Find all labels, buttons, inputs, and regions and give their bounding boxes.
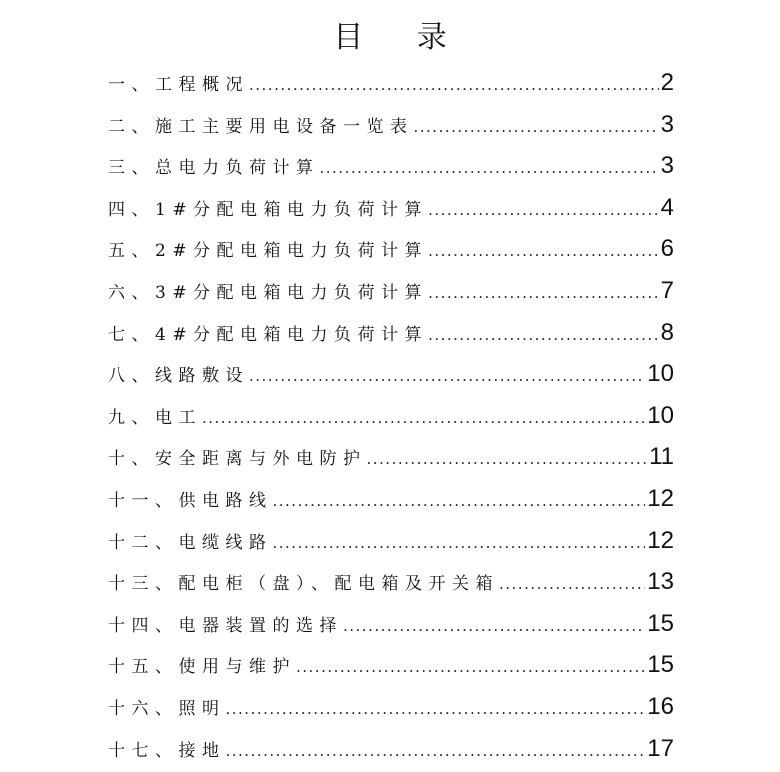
toc-entry-label: 十六、照明 [108,689,226,731]
toc-entry-page: 15 [647,644,674,686]
toc-entry-label: 十七、接地 [108,731,226,772]
toc-entry-page: 10 [647,353,674,395]
toc-leader-dots [296,647,645,689]
toc-leader-dots [428,273,659,315]
toc-entry-label: 九、电工 [108,398,202,440]
toc-leader-dots [273,523,646,565]
toc-entry[interactable] [108,603,674,645]
toc-entry[interactable] [108,312,674,354]
toc-entry-page: 16 [647,686,674,728]
toc-leader-dots [367,439,648,481]
toc-leader-dots [428,231,659,273]
toc-entry-label: 十三、配电柜（盘）、配电箱及开关箱 [108,564,499,606]
toc-entry[interactable] [108,686,674,728]
toc-leader-dots [273,481,646,523]
toc-entry[interactable] [108,353,674,395]
toc-leader-dots [202,398,645,440]
toc-entry[interactable] [108,187,674,229]
toc-list [108,62,674,769]
toc-leader-dots [226,689,646,731]
toc-entry[interactable] [108,104,674,146]
toc-entry[interactable] [108,478,674,520]
toc-entry-label: 四、1#分配电箱电力负荷计算 [108,190,428,232]
toc-entry-page: 7 [661,270,674,312]
toc-entry-page: 3 [661,145,674,187]
toc-entry-page: 2 [661,62,674,104]
toc-entry[interactable] [108,561,674,603]
toc-leader-dots [428,190,659,232]
toc-entry[interactable] [108,145,674,187]
toc-entry[interactable] [108,728,674,770]
toc-entry-label: 六、3#分配电箱电力负荷计算 [108,273,428,315]
toc-entry[interactable] [108,520,674,562]
toc-entry-label: 十四、电器装置的选择 [108,606,343,648]
toc-leader-dots [499,564,645,606]
toc-entry-label: 十、安全距离与外电防护 [108,439,367,481]
toc-leader-dots [226,731,646,772]
toc-entry-page: 12 [647,520,674,562]
toc-leader-dots [249,356,645,398]
toc-entry-page: 10 [647,395,674,437]
toc-entry[interactable] [108,270,674,312]
toc-leader-dots [414,107,659,149]
toc-entry-label: 七、4#分配电箱电力负荷计算 [108,315,428,357]
toc-entry-page: 12 [647,478,674,520]
toc-entry-label: 三、总电力负荷计算 [108,148,320,190]
toc-entry-label: 一、工程概况 [108,65,249,107]
toc-entry-label: 二、施工主要用电设备一览表 [108,107,414,149]
toc-entry-label: 十五、使用与维护 [108,647,296,689]
toc-leader-dots [428,315,659,357]
toc-leader-dots [343,606,645,648]
toc-entry[interactable] [108,436,674,478]
toc-title: 目 录 [0,18,780,58]
toc-entry-page: 8 [661,312,674,354]
toc-entry[interactable] [108,228,674,270]
toc-entry-label: 八、线路敷设 [108,356,249,398]
toc-entry[interactable] [108,644,674,686]
toc-entry-page: 6 [661,228,674,270]
toc-entry-page: 13 [647,561,674,603]
toc-entry-page: 4 [661,187,674,229]
toc-entry-label: 五、2#分配电箱电力负荷计算 [108,231,428,273]
toc-leader-dots [249,65,659,107]
toc-entry-label: 十一、供电路线 [108,481,273,523]
toc-entry-page: 17 [647,728,674,770]
toc-entry[interactable] [108,62,674,104]
toc-entry[interactable] [108,395,674,437]
toc-entry-label: 十二、电缆线路 [108,523,273,565]
toc-leader-dots [320,148,659,190]
toc-entry-page: 3 [661,104,674,146]
toc-entry-page: 11 [649,436,674,478]
toc-entry-page: 15 [647,603,674,645]
